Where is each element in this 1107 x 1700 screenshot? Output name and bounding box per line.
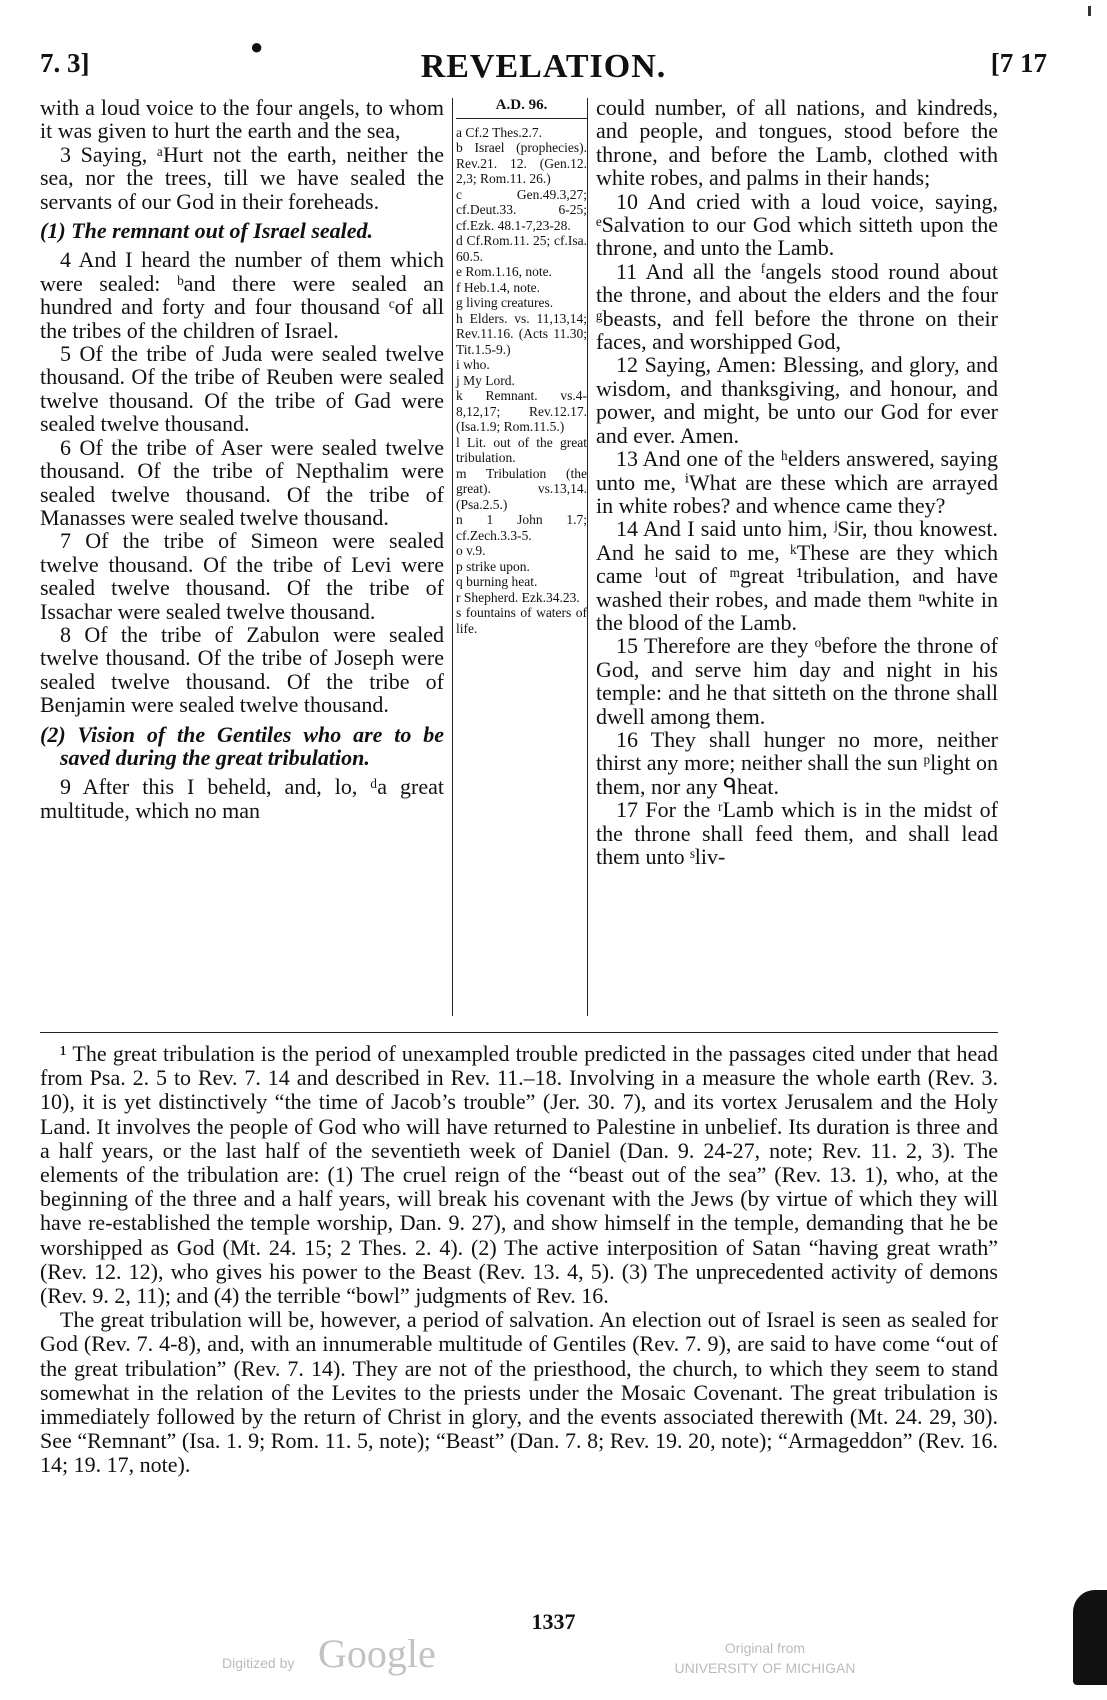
- marginal-reference: m Tribulation (the great). vs.13,14. (Psa.2.5.): [456, 465, 587, 512]
- verse-paragraph: with a loud voice to the four angels, to whom it was given to hurt the earth and the sea,: [40, 95, 444, 144]
- original-from-label: Original from: [724, 1640, 806, 1656]
- verse-paragraph: 3 Saying, ᵃHurt not the earth, neither the sea, nor the trees, till we have sealed the servants of our God in their foreheads.: [40, 141, 444, 214]
- marginal-reference: d Cf.Rom.11. 25; cf.Isa. 60.5.: [456, 233, 587, 264]
- header-right-reference: [7 17: [990, 48, 1047, 78]
- verse-paragraph: 13 And one of the ʰelders answered, saying unto me, ⁱWhat are these which are arrayed in white robes? and whence came they?: [596, 446, 998, 518]
- footnote-divider: [40, 1032, 998, 1033]
- marginal-reference: e Rom.1.16, note.: [456, 264, 552, 279]
- date-marker: A.D. 96.: [456, 98, 587, 119]
- marginal-reference: q burning heat.: [456, 574, 538, 589]
- provenance-watermark: [660, 1638, 870, 1678]
- marginal-reference: s fountains of waters of life.: [456, 605, 587, 636]
- verse-paragraph: 17 For the ʳLamb which is in the midst of the throne shall feed them, and shall lead them unto ˢliv-: [596, 797, 998, 869]
- marginal-reference: n 1 John 1.7; cf.Zech.3.3-5.: [456, 512, 587, 543]
- marginal-reference: f Heb.1.4, note.: [456, 279, 540, 295]
- marginal-reference: g living creatures.: [456, 295, 554, 310]
- verse-paragraph: 11 And all the ᶠangels stood round about the throne, and about the elders and the four ᵍbeasts, and fell before the throne on their faces, and worshipped God,: [596, 258, 998, 355]
- page-number: 1337: [531, 1609, 576, 1634]
- left-text-column: [40, 96, 444, 822]
- running-header: [40, 34, 1047, 85]
- verse-paragraph: 6 Of the tribe of Aser were sealed twelve thousand. Of the tribe of Nepthalim were sealed twelve thousand. Of the tribe of Manasses were sealed twelve thousand.: [40, 434, 444, 530]
- verse-paragraph: could number, of all nations, and kindreds, and people, and tongues, stood before the throne, and before the Lamb, clothed with white robes, and palms in their hands;: [596, 95, 998, 191]
- right-text-column: [596, 96, 998, 868]
- verse-paragraph: 12 Saying, Amen: Blessing, and glory, and wisdom, and thanksgiving, and honour, and power, and might, be unto our God for ever and ever. Amen.: [596, 352, 998, 448]
- digitized-by-label: Digitized by: [222, 1655, 295, 1671]
- marginal-reference: b Israel (prophecies). Rev.21. 12. (Gen.12. 2,3; Rom.11. 26.): [456, 140, 587, 186]
- header-left-reference: 7. 3]: [40, 48, 90, 78]
- verse-paragraph: 10 And cried with a loud voice, saying, ᵉSalvation to our God which sitteth upon the throne, and unto the Lamb.: [596, 188, 998, 261]
- footnotes: [40, 1042, 998, 1478]
- scan-edge-artifact: [1073, 1590, 1107, 1685]
- verse-paragraph: 8 Of the tribe of Zabulon were sealed twelve thousand. Of the tribe of Joseph were sealed twelve thousand. Of the tribe of Benjamin were sealed twelve thousand.: [40, 621, 444, 718]
- verse-paragraph: 15 Therefore are they ᵒbefore the throne of God, and serve him day and night in his temple: and he that sitteth on the throne shall dwell among them.: [596, 633, 998, 729]
- marginal-reference: a Cf.2 Thes.2.7.: [456, 124, 542, 140]
- verse-paragraph: 14 And I said unto him, ʲSir, thou knowest. And he said to me, ᵏThese are they which came ˡout of ᵐgreat ¹tribulation, and have washed their robes, and made them ⁿwhite in the blood of the Lamb.: [596, 516, 998, 635]
- marginal-reference: k Remnant. vs.4-8,12,17; Rev.12.17. (Isa.1.9; Rom.11.5.): [456, 388, 587, 434]
- footnote-paragraph: ¹ The great tribulation is the period of unexampled trouble predicted in the passages cited under that head from Psa. 2. 5 to Rev. 7. 14 and described in Rev. 11.–18. Involving in a measure the whole earth (Rev. 3. 10), it is yet distinctively “the time of Jacob’s trouble” (Jer. 30. 7), and its vortex Jerusalem and the Holy Land. It involves the people of God who will have returned to Palestine in unbelief. Its duration is three and a half years, or the last half of the seventieth week of Daniel (Dan. 9. 24-27, note; Rev. 11. 2, 3). The elements of the tribulation are: (1) The cruel reign of the “beast out of the sea” (Rev. 13. 1), who, at the beginning of the three and a half years, will break his covenant with the Jews (by virtue of which they will have re-established the temple worship, Dan. 9. 27), and show himself in the temple, demanding that he be worshipped as God (Mt. 24. 15; 2 Thes. 2. 4). (2) The active interposition of Satan “having great wrath” (Rev. 12. 12), who gives his power to the Beast (Rev. 13. 4, 5). (3) The unprecedented activity of demons (Rev. 9. 2, 11); and (4) the terrible “bowl” judgments of Rev. 16.: [40, 1041, 998, 1309]
- marginal-reference: j My Lord.: [456, 372, 515, 388]
- header-bullet: ●: [250, 34, 264, 59]
- marginal-reference: i who.: [456, 357, 490, 372]
- verse-paragraph: 7 Of the tribe of Simeon were sealed twelve thousand. Of the tribe of Levi were sealed twelve thousand. Of the tribe of Issachar were sealed twelve thousand.: [40, 528, 444, 624]
- footnote-paragraph: The great tribulation will be, however, a period of salvation. An election out of Israel is seen as sealed for God (Rev. 7. 4-8), and, with an innumerable multitude of Gentiles (Rev. 7. 9), are said to have come “out of the great tribulation” (Rev. 7. 14). They are not of the priesthood, the church, to which they seem to stand somewhat in the relation of the Levites to the priests under the Mosaic Covenant. The great tribulation is immediately followed by the return of Christ in glory, and the events associated therewith (Mt. 24. 29, 30). See “Remnant” (Isa. 1. 9; Rom. 11. 5, note); “Beast” (Dan. 7. 8; Rev. 19. 20, note); “Armageddon” (Rev. 16. 14; 19. 17, note).: [40, 1307, 998, 1478]
- verse-paragraph: 16 They shall hunger no more, neither thirst any more; neither shall the sun ᵖlight on them, nor any ᑫheat.: [596, 726, 998, 799]
- marginal-reference: o v.9.: [456, 543, 486, 558]
- scan-artifact-mark: [1088, 6, 1091, 16]
- verse-paragraph: 9 After this I beheld, and, lo, ᵈa great multitude, which no man: [40, 774, 444, 823]
- verse-paragraph: 4 And I heard the number of them which were sealed: ᵇand there were sealed an hundred and forty and four thousand ᶜof all the tribes of the children of Israel.: [40, 247, 444, 343]
- center-reference-column: [452, 98, 588, 1016]
- marginal-reference: l Lit. out of the great tribulation.: [456, 434, 587, 465]
- section-heading: (1) The remnant out of Israel sealed.: [40, 218, 374, 244]
- marginal-reference: p strike upon.: [456, 558, 530, 574]
- institution-label: UNIVERSITY OF MICHIGAN: [674, 1660, 856, 1676]
- book-title: REVELATION.: [420, 48, 667, 85]
- verse-paragraph: 5 Of the tribe of Juda were sealed twelve thousand. Of the tribe of Reuben were sealed twelve thousand. Of the tribe of Gad were sealed twelve thousand.: [40, 341, 444, 437]
- marginal-reference: r Shepherd. Ezk.34.23.: [456, 589, 580, 605]
- marginal-reference: h Elders. vs. 11,13,14; Rev.11.16. (Acts 11.30; Tit.1.5-9.): [456, 310, 587, 357]
- section-heading: (2) Vision of the Gentiles who are to be saved during the great tribulation.: [40, 721, 444, 770]
- google-logo: Google: [318, 1631, 436, 1676]
- marginal-reference: c Gen.49.3,27; cf.Deut.33. 6-25; cf.Ezk. 48.1-7,23-28.: [456, 186, 587, 233]
